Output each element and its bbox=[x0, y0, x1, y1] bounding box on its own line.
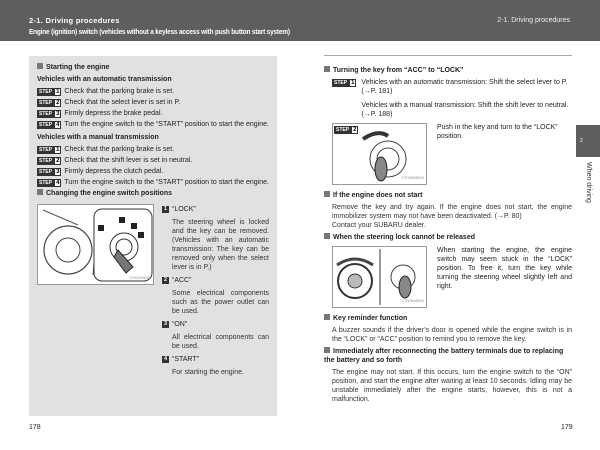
battery-heading: Immediately after reconnecting the battery terminals due to replacing the battery and so forth bbox=[324, 348, 564, 364]
section-marker-icon bbox=[324, 66, 330, 72]
starting-heading: Starting the engine bbox=[46, 64, 110, 71]
step-badge: STEP 3 bbox=[39, 111, 60, 117]
step-badge: STEP 1 bbox=[39, 147, 60, 153]
step-item: STEP 3 Firmly depress the brake pedal. bbox=[39, 110, 163, 117]
section-marker-icon bbox=[324, 191, 330, 197]
step-item: STEP 4 Turn the engine switch to the “START” position to start the engine. bbox=[39, 121, 269, 128]
switch-position-item bbox=[162, 205, 269, 272]
no-start-heading: If the engine does not start bbox=[333, 192, 423, 199]
manual-steps bbox=[37, 145, 269, 187]
section-label-right: 2-1. Driving procedures bbox=[497, 17, 570, 24]
position-name: “ACC” bbox=[172, 277, 192, 284]
page-number-right: 179 bbox=[561, 424, 573, 431]
step-badge: STEP 2 bbox=[39, 100, 60, 106]
switch-position-item bbox=[162, 276, 269, 316]
step-item: STEP 2 Check that the select lever is set in P. bbox=[39, 99, 181, 106]
step-badge: STEP 4 bbox=[39, 122, 60, 128]
reminder-heading: Key reminder function bbox=[333, 315, 408, 322]
position-description: For starting the engine. bbox=[172, 369, 244, 376]
right-page: Turning the key from “ACC” to “LOCK” STEP 1 Vehicles with an automatic transmission: Shift the select lever to P. (→P. 181) Vehicles with a manual transmission: Shift the shift lever to neutral. (→P. 188) STEP 2 CTH2HAN003 Push in the key and turn to the “LOCK” position. If the engine does not start Remove the key and try again. If the engine does not start, the engine immobilizer system may not have been deactivated. (→P. 80) Contact your SUBARU dealer. When the steering lock cannot be released CTH2HAN004 When starting the engine, the engine switch may seem stuck in the “LOCK” position. To free it, turn the key while turning the steering wheel slightly left and right. Key reminder function A buzzer sounds if the driver’s door is opened while the engine switch is in the “LOCK” or “ACC” position to remind you to remove the key. Immediately after reconnecting the battery terminals due to replacing the battery and so forth The engine may not start. If this occurs, turn the engine switch to the “ON” position, and start the engine after waiting at least 10 seconds. Idling may be unstable immediately after the engine starts, however, this is not a malfunction. bbox=[324, 55, 572, 407]
step-item: STEP 1 Check that the parking brake is set. bbox=[39, 88, 175, 95]
step-item: STEP 1 Check that the parking brake is set. bbox=[39, 146, 175, 153]
position-description: All electrical components can be used. bbox=[172, 334, 269, 350]
manual-heading: Vehicles with a manual transmission bbox=[37, 134, 159, 141]
position-number: 4 bbox=[163, 356, 168, 362]
section-marker-icon bbox=[324, 347, 330, 353]
step-badge: STEP 3 bbox=[39, 169, 60, 175]
switch-position-item bbox=[162, 355, 269, 377]
position-number: 1 bbox=[163, 206, 168, 212]
position-description: Some electrical components such as the power outlet can be used. bbox=[172, 290, 269, 315]
position-name: “ON” bbox=[172, 321, 188, 328]
step-badge: STEP 4 bbox=[39, 180, 60, 186]
chapter-label: When driving bbox=[585, 162, 592, 203]
page-header bbox=[0, 0, 600, 41]
ignition-switch-figure bbox=[37, 204, 154, 285]
auto-heading: Vehicles with an automatic transmission bbox=[37, 76, 172, 83]
turn-key-figure: STEP 2 CTH2HAN003 bbox=[332, 123, 427, 185]
ignition-switch-illustration bbox=[38, 205, 153, 284]
step-item: STEP 3 Firmly depress the clutch pedal. bbox=[39, 168, 164, 175]
section-marker-icon bbox=[324, 233, 330, 239]
step-item: STEP 4 Turn the engine switch to the “START” position to start the engine. bbox=[39, 179, 269, 186]
lock-heading: When the steering lock cannot be released bbox=[333, 234, 475, 241]
figure-caption: CTH21AN002 bbox=[129, 276, 151, 280]
steering-lock-figure: CTH2HAN004 bbox=[332, 246, 427, 308]
page-number-left: 178 bbox=[29, 424, 41, 431]
section-marker-icon bbox=[324, 314, 330, 320]
turning-heading: Turning the key from “ACC” to “LOCK” bbox=[333, 67, 464, 74]
changing-heading: Changing the engine switch positions bbox=[46, 190, 173, 197]
position-description: The steering wheel is locked and the key can be removed. (Vehicles with an automatic transmission: The key can be removed only when the select lever is in P.) bbox=[172, 219, 269, 271]
position-number: 2 bbox=[163, 277, 168, 283]
position-number: 3 bbox=[163, 321, 168, 327]
step-badge: STEP 2 bbox=[39, 158, 60, 164]
step2-text: Push in the key and turn to the “LOCK” position. bbox=[437, 124, 558, 140]
step-badge: STEP 2 bbox=[336, 127, 357, 133]
step-badge: STEP 1 bbox=[39, 89, 60, 95]
auto-steps bbox=[37, 87, 269, 129]
turning-step-1: STEP 1 Vehicles with an automatic transmission: Shift the select lever to P. (→P. 181) Vehicles with a manual transmission: Shift the shift lever to neutral. (→P. 188) bbox=[334, 79, 569, 118]
section-label: 2-1. Driving procedures bbox=[29, 16, 120, 25]
step-badge: STEP 1 bbox=[334, 80, 355, 86]
switch-positions-list bbox=[162, 201, 269, 377]
chapter-tab[interactable]: 2 bbox=[576, 125, 600, 157]
section-marker-icon bbox=[37, 63, 43, 69]
section-marker-icon bbox=[37, 189, 43, 195]
position-name: “START” bbox=[172, 356, 199, 363]
starting-engine-box bbox=[29, 56, 277, 416]
position-name: “LOCK” bbox=[172, 206, 196, 213]
switch-position-item bbox=[162, 320, 269, 351]
step-item: STEP 2 Check that the shift lever is set in neutral. bbox=[39, 157, 193, 164]
lock-text: When starting the engine, the engine switch may seem stuck in the “LOCK” position. To free it, turn the key while turning the steering wheel slightly left and right. bbox=[437, 247, 572, 290]
page-title: Engine (ignition) switch (vehicles without a keyless access with push button start system) bbox=[29, 27, 290, 36]
